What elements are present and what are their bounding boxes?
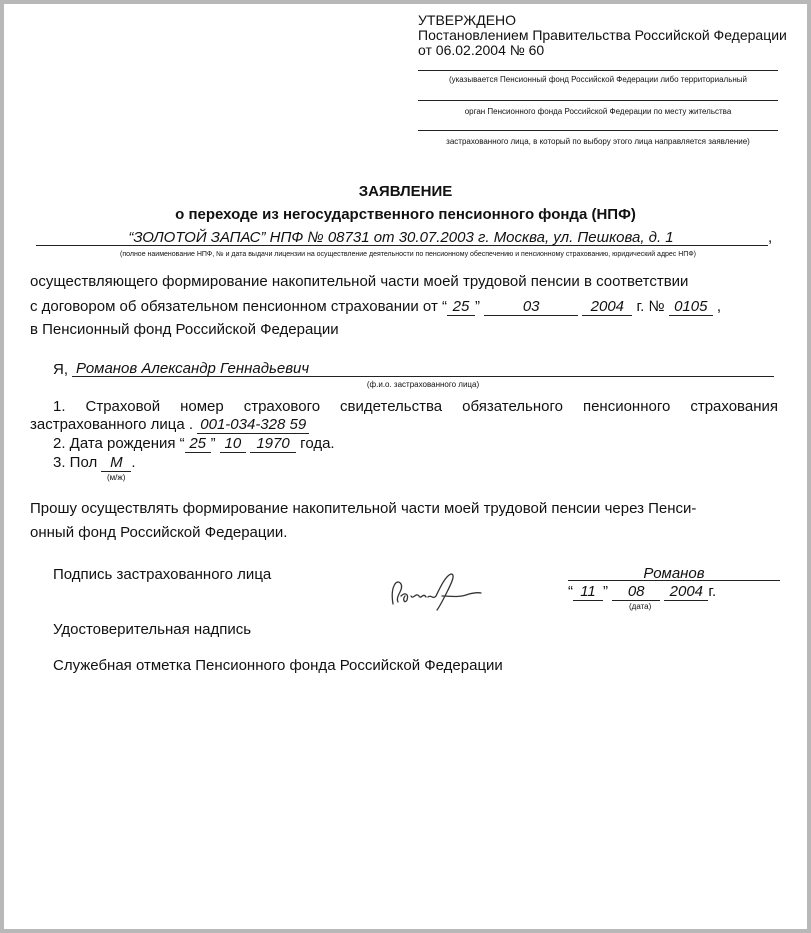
recipient-line-3 <box>418 130 778 131</box>
para1-line-2-prefix: с договором об обязательном пенсионном страховании от “ <box>30 298 447 315</box>
fund-name-comma: , <box>768 229 773 246</box>
item1-line-2 <box>30 416 309 434</box>
signature-surname-line <box>568 580 780 581</box>
signature-label: Подпись застрахованного лица <box>53 566 272 583</box>
document-subtitle: о переходе из негосударственного пенсионного фонда (НПФ) <box>175 206 636 223</box>
signature-surname: Романов <box>643 565 705 582</box>
request-line-1: Прошу осуществлять формирование накопительной части моей трудовой пенсии через Пенси- <box>30 500 697 517</box>
contract-quote-close: ” <box>474 298 480 315</box>
applicant-name: Романов Александр Геннадьевич <box>76 360 310 377</box>
fund-hint: (полное наименование НПФ, № и дата выдачи лицензии на осуществление деятельности по пенсионному обеспечению и пенсионному страхованию, юридический адрес НПФ) <box>120 251 696 258</box>
item3-line <box>53 454 136 472</box>
contract-number-sign: № <box>648 298 665 315</box>
birth-suffix: года. <box>300 435 335 452</box>
document-title: ЗАЯВЛЕНИЕ <box>358 183 453 200</box>
recipient-hint-1: (указывается Пенсионный фонд Российской Федерации либо территориальный <box>448 75 748 84</box>
approval-line-1: Постановлением Правительства Российской Федерации <box>418 27 787 43</box>
signature-date-quote-close: ” <box>603 583 608 600</box>
fund-name-line <box>36 245 768 246</box>
para1-line-2 <box>30 298 721 316</box>
contract-year: 2004 <box>582 299 632 316</box>
item1-line-1: 1. Страховой номер страхового свидетельства обязательного пенсионного страхования <box>53 398 778 415</box>
birth-day: 25 <box>185 436 211 453</box>
applicant-name-line <box>72 376 774 377</box>
recipient-hint-3: застрахованного лица, в который по выбору этого лица направляется заявление) <box>446 137 750 146</box>
request-line-2: онный фонд Российской Федерации. <box>30 524 288 541</box>
contract-day: 25 <box>447 299 475 316</box>
pfr-mark-label: Служебная отметка Пенсионного фонда Российской Федерации <box>53 657 503 674</box>
signature-date-hint: (дата) <box>629 602 652 611</box>
signature-day: 11 <box>573 584 603 601</box>
approval-line-2: от 06.02.2004 № 60 <box>418 42 545 58</box>
para1-line-1: осуществляющего формирование накопительной части моей трудовой пенсии в соответствии <box>30 273 689 290</box>
sex-suffix: . <box>131 454 136 471</box>
item2-line <box>53 435 335 453</box>
fund-name: “ЗОЛОТОЙ ЗАПАС” НПФ № 08731 от 30.07.2003 г. Москва, ул. Пешкова, д. 1 <box>128 229 674 246</box>
applicant-prefix: Я, <box>53 361 68 378</box>
approval-title: УТВЕРЖДЕНО <box>418 12 517 28</box>
para1-line-3: в Пенсионный фонд Российской Федерации <box>30 321 339 338</box>
sex-value: М <box>101 455 131 472</box>
signature-date-quote-open: “ <box>568 583 573 600</box>
contract-comma: , <box>716 298 722 315</box>
applicant-name-hint: (ф.и.о. застрахованного лица) <box>366 380 480 389</box>
birth-quote-close: ” <box>210 435 216 452</box>
recipient-hint-2: орган Пенсионного фонда Российской Федерации по месту жительства <box>464 107 732 116</box>
item1-line-2-label: застрахованного лица . <box>30 416 194 433</box>
signature-year-suffix: г. <box>708 583 717 600</box>
birth-year: 1970 <box>250 436 296 453</box>
signature-date <box>568 583 716 601</box>
signature-month: 08 <box>612 584 660 601</box>
sex-label: 3. Пол <box>53 454 98 471</box>
recipient-line-2 <box>418 100 778 101</box>
contract-month: 03 <box>484 299 578 316</box>
sex-hint: (м/ж) <box>107 473 126 482</box>
contract-year-suffix: г. <box>636 298 645 315</box>
signature-year: 2004 <box>664 584 708 601</box>
contract-number: 0105 <box>669 299 713 316</box>
certification-label: Удостоверительная надпись <box>53 621 252 638</box>
recipient-line-1 <box>418 70 778 71</box>
snils-number: 001-034-328 59 <box>197 417 309 434</box>
birth-month: 10 <box>220 436 246 453</box>
birth-label: 2. Дата рождения “ <box>53 435 185 452</box>
handwritten-signature <box>385 566 490 614</box>
